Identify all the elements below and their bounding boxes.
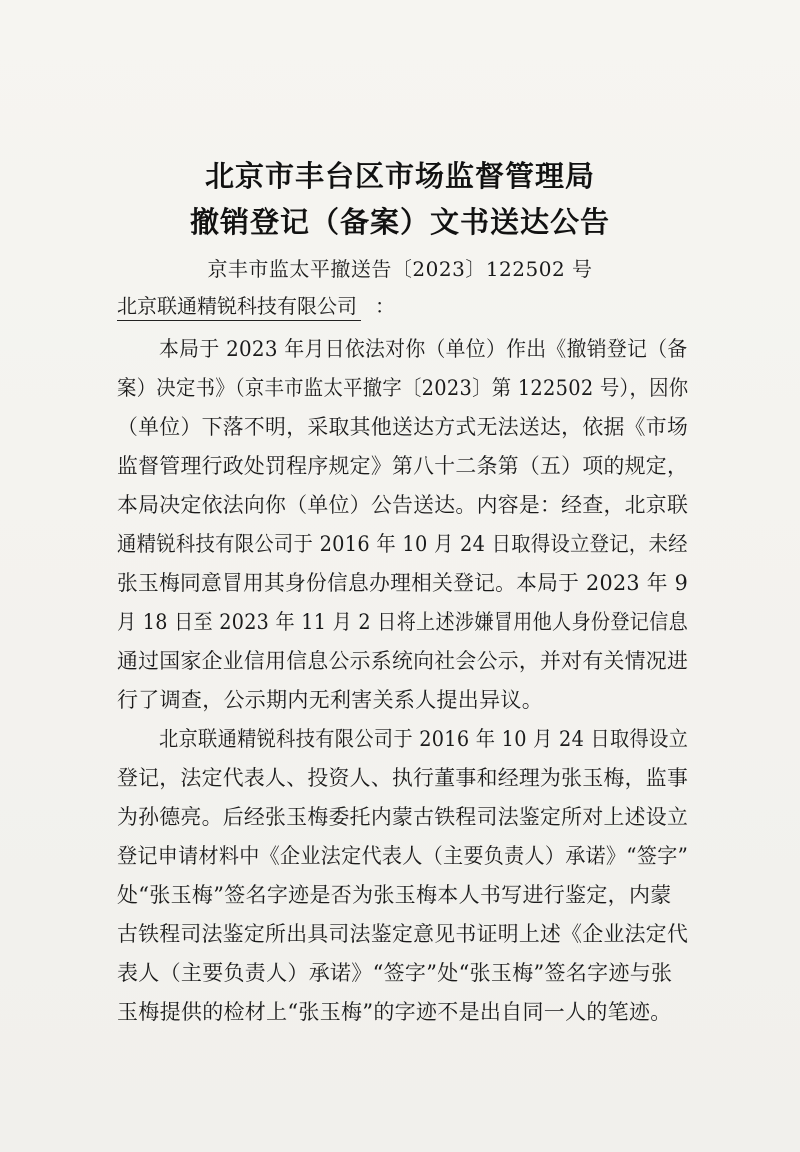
body-line: 月 18 日至 2023 年 11 月 2 日将上述涉嫌冒用他人身份登记信息 xyxy=(117,610,689,634)
body-line: 玉梅提供的检材上“张玉梅”的字迹不是出自同一人的笔迹。 xyxy=(117,1000,672,1024)
addressee-colon: ： xyxy=(375,294,395,318)
body-line: 为孙德亮。后经张玉梅委托内蒙古铁程司法鉴定所对上述设立 xyxy=(117,805,689,829)
body-line: 监督管理行政处罚程序规定》第八十二条第（五）项的规定， xyxy=(117,454,689,478)
body-line: 案）决定书》（京丰市监太平撤字〔2023〕第 122502 号），因你 xyxy=(117,376,689,400)
body-line: 本局于 2023 年月日依法对你（单位）作出《撤销登记（备 xyxy=(159,337,688,361)
addressee-name: 北京联通精锐科技有限公司 xyxy=(117,290,361,321)
document-title-line1: 北京市丰台区市场监督管理局 xyxy=(204,159,595,193)
body-line: 张玉梅同意冒用其身份信息办理相关登记。本局于 2023 年 9 xyxy=(117,571,689,595)
body-line: 处“张玉梅”签名字迹是否为张玉梅本人书写进行鉴定，内蒙 xyxy=(117,883,672,907)
body-line: （单位）下落不明，采取其他送达方式无法送达，依据《市场 xyxy=(117,415,689,439)
body-line: 通过国家企业信用信息公示系统向社会公示，并对有关情况进 xyxy=(117,649,689,673)
body-line: 登记，法定代表人、投资人、执行董事和经理为张玉梅，监事 xyxy=(117,766,689,790)
body-line: 北京联通精锐科技有限公司于 2016 年 10 月 24 日取得设立 xyxy=(159,727,689,751)
addressee-line xyxy=(117,290,395,321)
body-line: 登记申请材料中《企业法定代表人（主要负责人）承诺》“签字” xyxy=(117,844,689,868)
body-line: 行了调查，公示期内无利害关系人提出异议。 xyxy=(117,688,543,712)
body-line: 古铁程司法鉴定所出具司法鉴定意见书证明上述《企业法定代 xyxy=(117,922,689,946)
body-line: 通精锐科技有限公司于 2016 年 10 月 24 日取得设立登记，未经 xyxy=(117,532,688,556)
body-line: 本局决定依法向你（单位）公告送达。内容是：经查，北京联 xyxy=(117,493,689,517)
document-title-line2: 撤销登记（备案）文书送达公告 xyxy=(189,205,610,239)
document-number: 京丰市监太平撤送告〔2023〕122502 号 xyxy=(207,257,593,281)
body-line: 表人（主要负责人）承诺》“签字”处“张玉梅”签名字迹与张 xyxy=(117,961,673,985)
